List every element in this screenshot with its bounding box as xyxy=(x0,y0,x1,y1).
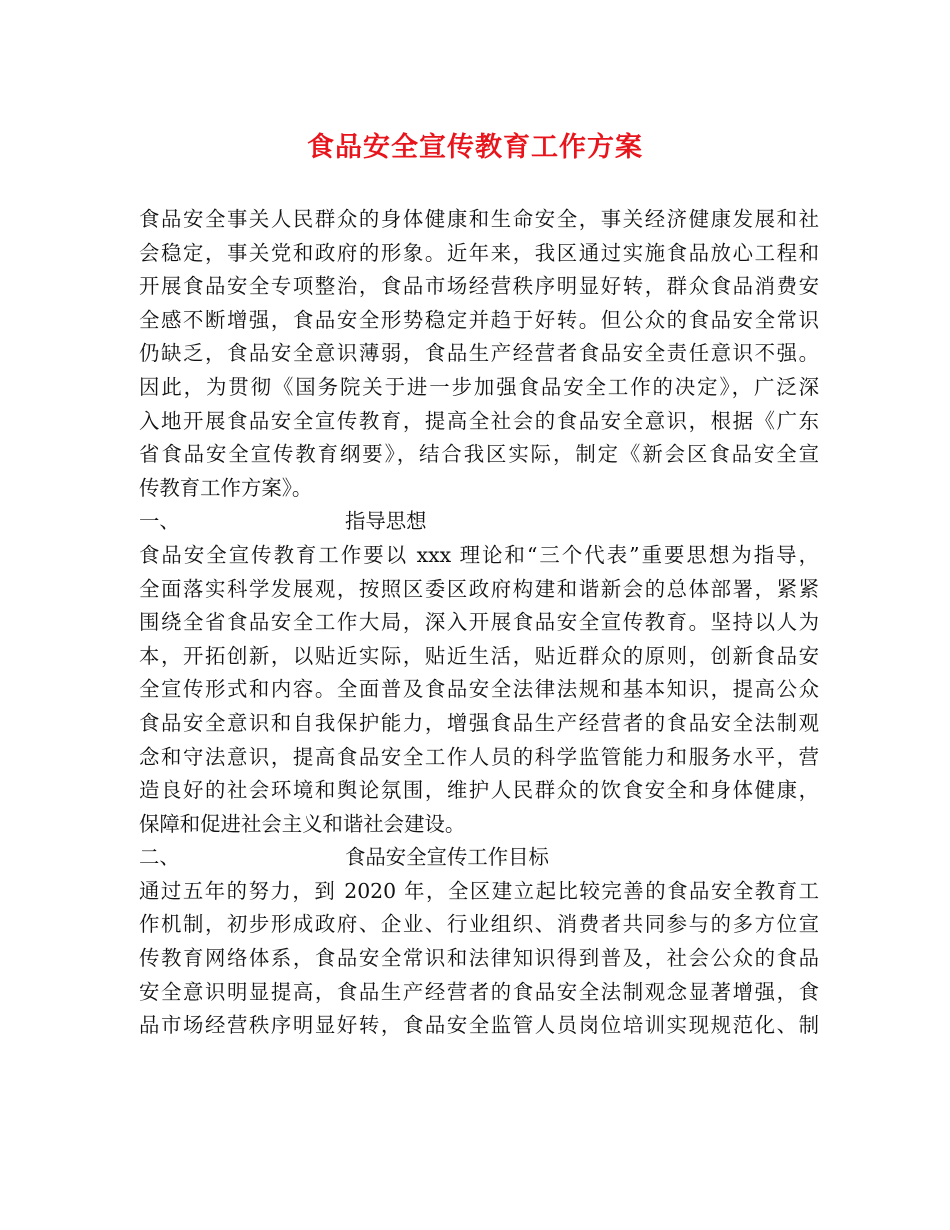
section-2-number: 二、 xyxy=(139,845,180,870)
section-1-line: 造良好的社会环境和舆论氛围，维护人民群众的饮食安全和身体健康， xyxy=(139,778,819,803)
section-1-heading xyxy=(139,505,819,539)
section-2-line: 作机制，初步形成政府、企业、行业组织、消费者共同参与的多方位宣 xyxy=(139,912,819,937)
intro-line: 因此，为贯彻《国务院关于进一步加强食品安全工作的决定》，广泛深 xyxy=(139,374,819,399)
intro-line: 传教育工作方案》。 xyxy=(139,475,313,500)
section-1-title: 指导思想 xyxy=(345,509,427,534)
section-1-line: 食品安全宣传教育工作要以 xxx 理论和“三个代表”重要思想为指导， xyxy=(139,542,819,567)
section-1-line: 全宣传形式和内容。全面普及食品安全法律法规和基本知识，提高公众 xyxy=(139,677,819,702)
section-2-line: 品市场经营秩序明显好转，食品安全监管人员岗位培训实现规范化、制 xyxy=(139,1013,819,1038)
section-1-number: 一、 xyxy=(139,509,180,534)
intro-line: 入地开展食品安全宣传教育，提高全社会的食品安全意识，根据《广东 xyxy=(139,408,819,433)
section-1-line: 保障和促进社会主义和谐社会建设。 xyxy=(139,811,466,836)
section-2-line: 安全意识明显提高，食品生产经营者的食品安全法制观念显著增强，食 xyxy=(139,979,819,1004)
section-2-heading xyxy=(139,841,819,875)
section-1-line: 本，开拓创新，以贴近实际，贴近生活，贴近群众的原则，创新食品安 xyxy=(139,643,819,668)
intro-line: 全感不断增强，食品安全形势稳定并趋于好转。但公众的食品安全常识 xyxy=(139,307,819,332)
intro-line: 会稳定，事关党和政府的形象。近年来，我区通过实施食品放心工程和 xyxy=(139,240,819,265)
intro-line: 省食品安全宣传教育纲要》，结合我区实际，制定《新会区食品安全宣 xyxy=(139,442,819,467)
section-2-title: 食品安全宣传工作目标 xyxy=(345,845,549,870)
section-1-line: 念和守法意识，提高食品安全工作人员的科学监管能力和服务水平，营 xyxy=(139,744,819,769)
section-1-line: 围绕全省食品安全工作大局，深入开展食品安全宣传教育。坚持以人为 xyxy=(139,610,819,635)
section-2-line: 通过五年的努力，到 2020 年，全区建立起比较完善的食品安全教育工 xyxy=(139,878,819,903)
section-1-line: 全面落实科学发展观，按照区委区政府构建和谐新会的总体部署，紧紧 xyxy=(139,576,819,601)
intro-line: 食品安全事关人民群众的身体健康和生命安全，事关经济健康发展和社 xyxy=(139,207,819,231)
intro-line: 仍缺乏，食品安全意识薄弱，食品生产经营者食品安全责任意识不强。 xyxy=(139,341,819,366)
section-2-line: 传教育网络体系，食品安全常识和法律知识得到普及，社会公众的食品 xyxy=(139,946,819,971)
intro-line: 开展食品安全专项整治，食品市场经营秩序明显好转，群众食品消费安 xyxy=(139,274,819,299)
section-1-line: 食品安全意识和自我保护能力，增强食品生产经营者的食品安全法制观 xyxy=(139,710,819,735)
document-body xyxy=(139,203,819,1043)
document-title: 食品安全宣传教育工作方案 xyxy=(307,132,643,163)
